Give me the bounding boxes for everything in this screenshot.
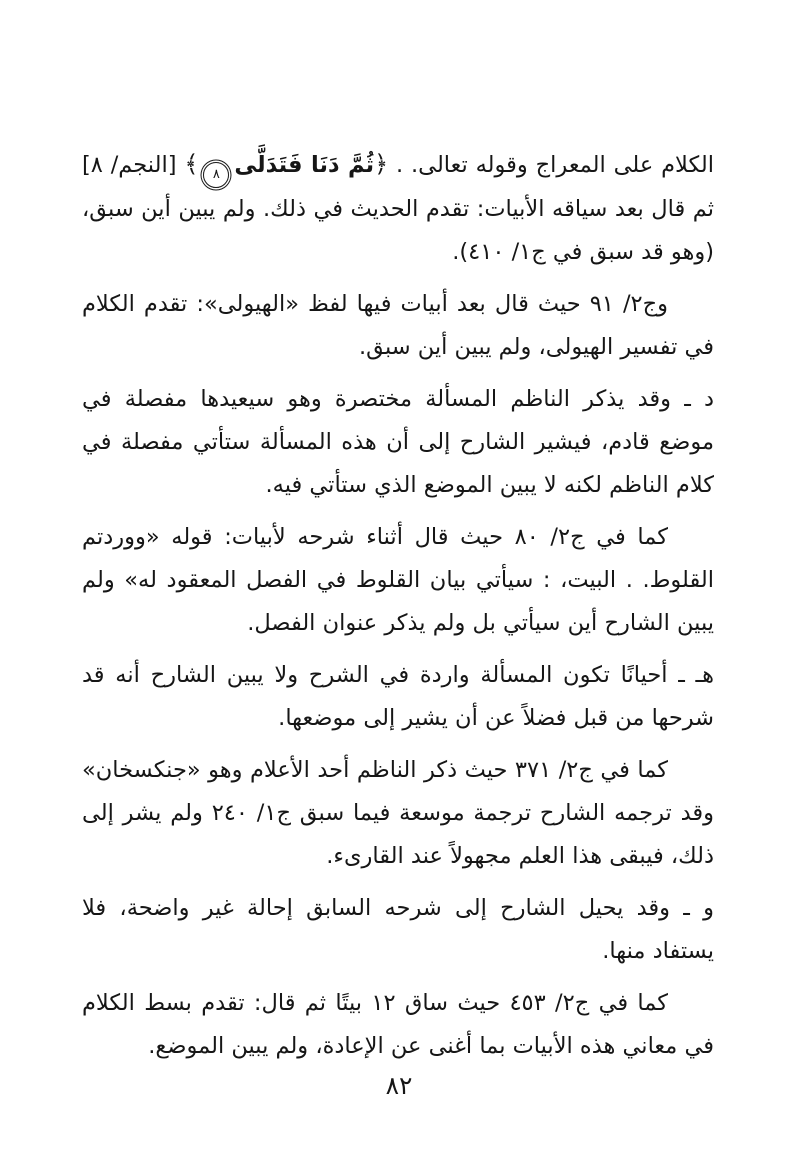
quran-close-bracket: ﴾ — [184, 150, 199, 178]
page-number: ٨٢ — [385, 1071, 413, 1100]
paragraph-7-item-waw: و ـ وقد يحيل الشارح إلى شرحه السابق إحالة غير واضحة، فلا يستفاد منها. — [82, 895, 714, 964]
paragraph-3-item-dal: د ـ وقد يذكر الناظم المسألة مختصرة وهو سيعيدها مفصلة في موضع قادم، فيشير الشارح إلى أن هذه المسألة ستأتي مفصلة في كلام الناظم لكنه لا يبين الموضع الذي ستأتي فيه. — [82, 386, 714, 498]
paragraph-4: كما في ج٢/ ٨٠ حيث قال أثناء شرحه لأبيات: قوله «ووردتم القلوط. . البيت، : سيأتي بيان القلوط في الفصل المعقود له» ولم يبين الشارح أين سيأتي بل ولم يذكر عنوان الفصل. — [82, 524, 714, 636]
paragraph-5-item-ha: هـ ـ أحيانًا تكون المسألة واردة في الشرح ولا يبين الشارح أنه قد شرحها من قبل فضلاً عن أن يشير إلى موضعها. — [82, 662, 714, 731]
paragraph-2: وج٢/ ٩١ حيث قال بعد أبيات فيها لفظ «الهيولى»: تقدم الكلام في تفسير الهيولى، ولم يبين أين سبق. — [82, 291, 714, 360]
paragraph-6: كما في ج٢/ ٣٧١ حيث ذكر الناظم أحد الأعلام وهو «جنكسخان» وقد ترجمه الشارح ترجمة موسعة فيما سبق ج١/ ٢٤٠ ولم يشر إلى ذلك، فيبقى هذا العلم مجهولاً عند القارىء. — [82, 757, 714, 869]
paragraph-8: كما في ج٢/ ٤٥٣ حيث ساق ١٢ بيتًا ثم قال: تقدم بسط الكلام في معاني هذه الأبيات بما أغنى عن الإعادة، ولم يبين الموضع. — [82, 990, 714, 1059]
quran-open-bracket: ﴿ — [374, 150, 389, 178]
ayah-number-ornament-icon: ٨ — [203, 162, 229, 188]
paragraph-1-lead-text: الكلام على المعراج وقوله تعالى. . — [388, 152, 714, 178]
paragraph-1 — [82, 143, 714, 274]
quran-verse-text: ثُمَّ دَنَا فَتَدَلَّى — [234, 152, 375, 178]
paragraph-1-trailing-text: [النجم/ ٨] ثم قال بعد سياقه الأبيات: تقدم الحديث في ذلك. ولم يبين أين سبق، (وهو قد سبق في ج١/ ٤١٠). — [82, 152, 714, 265]
page-text-block — [82, 143, 714, 1077]
